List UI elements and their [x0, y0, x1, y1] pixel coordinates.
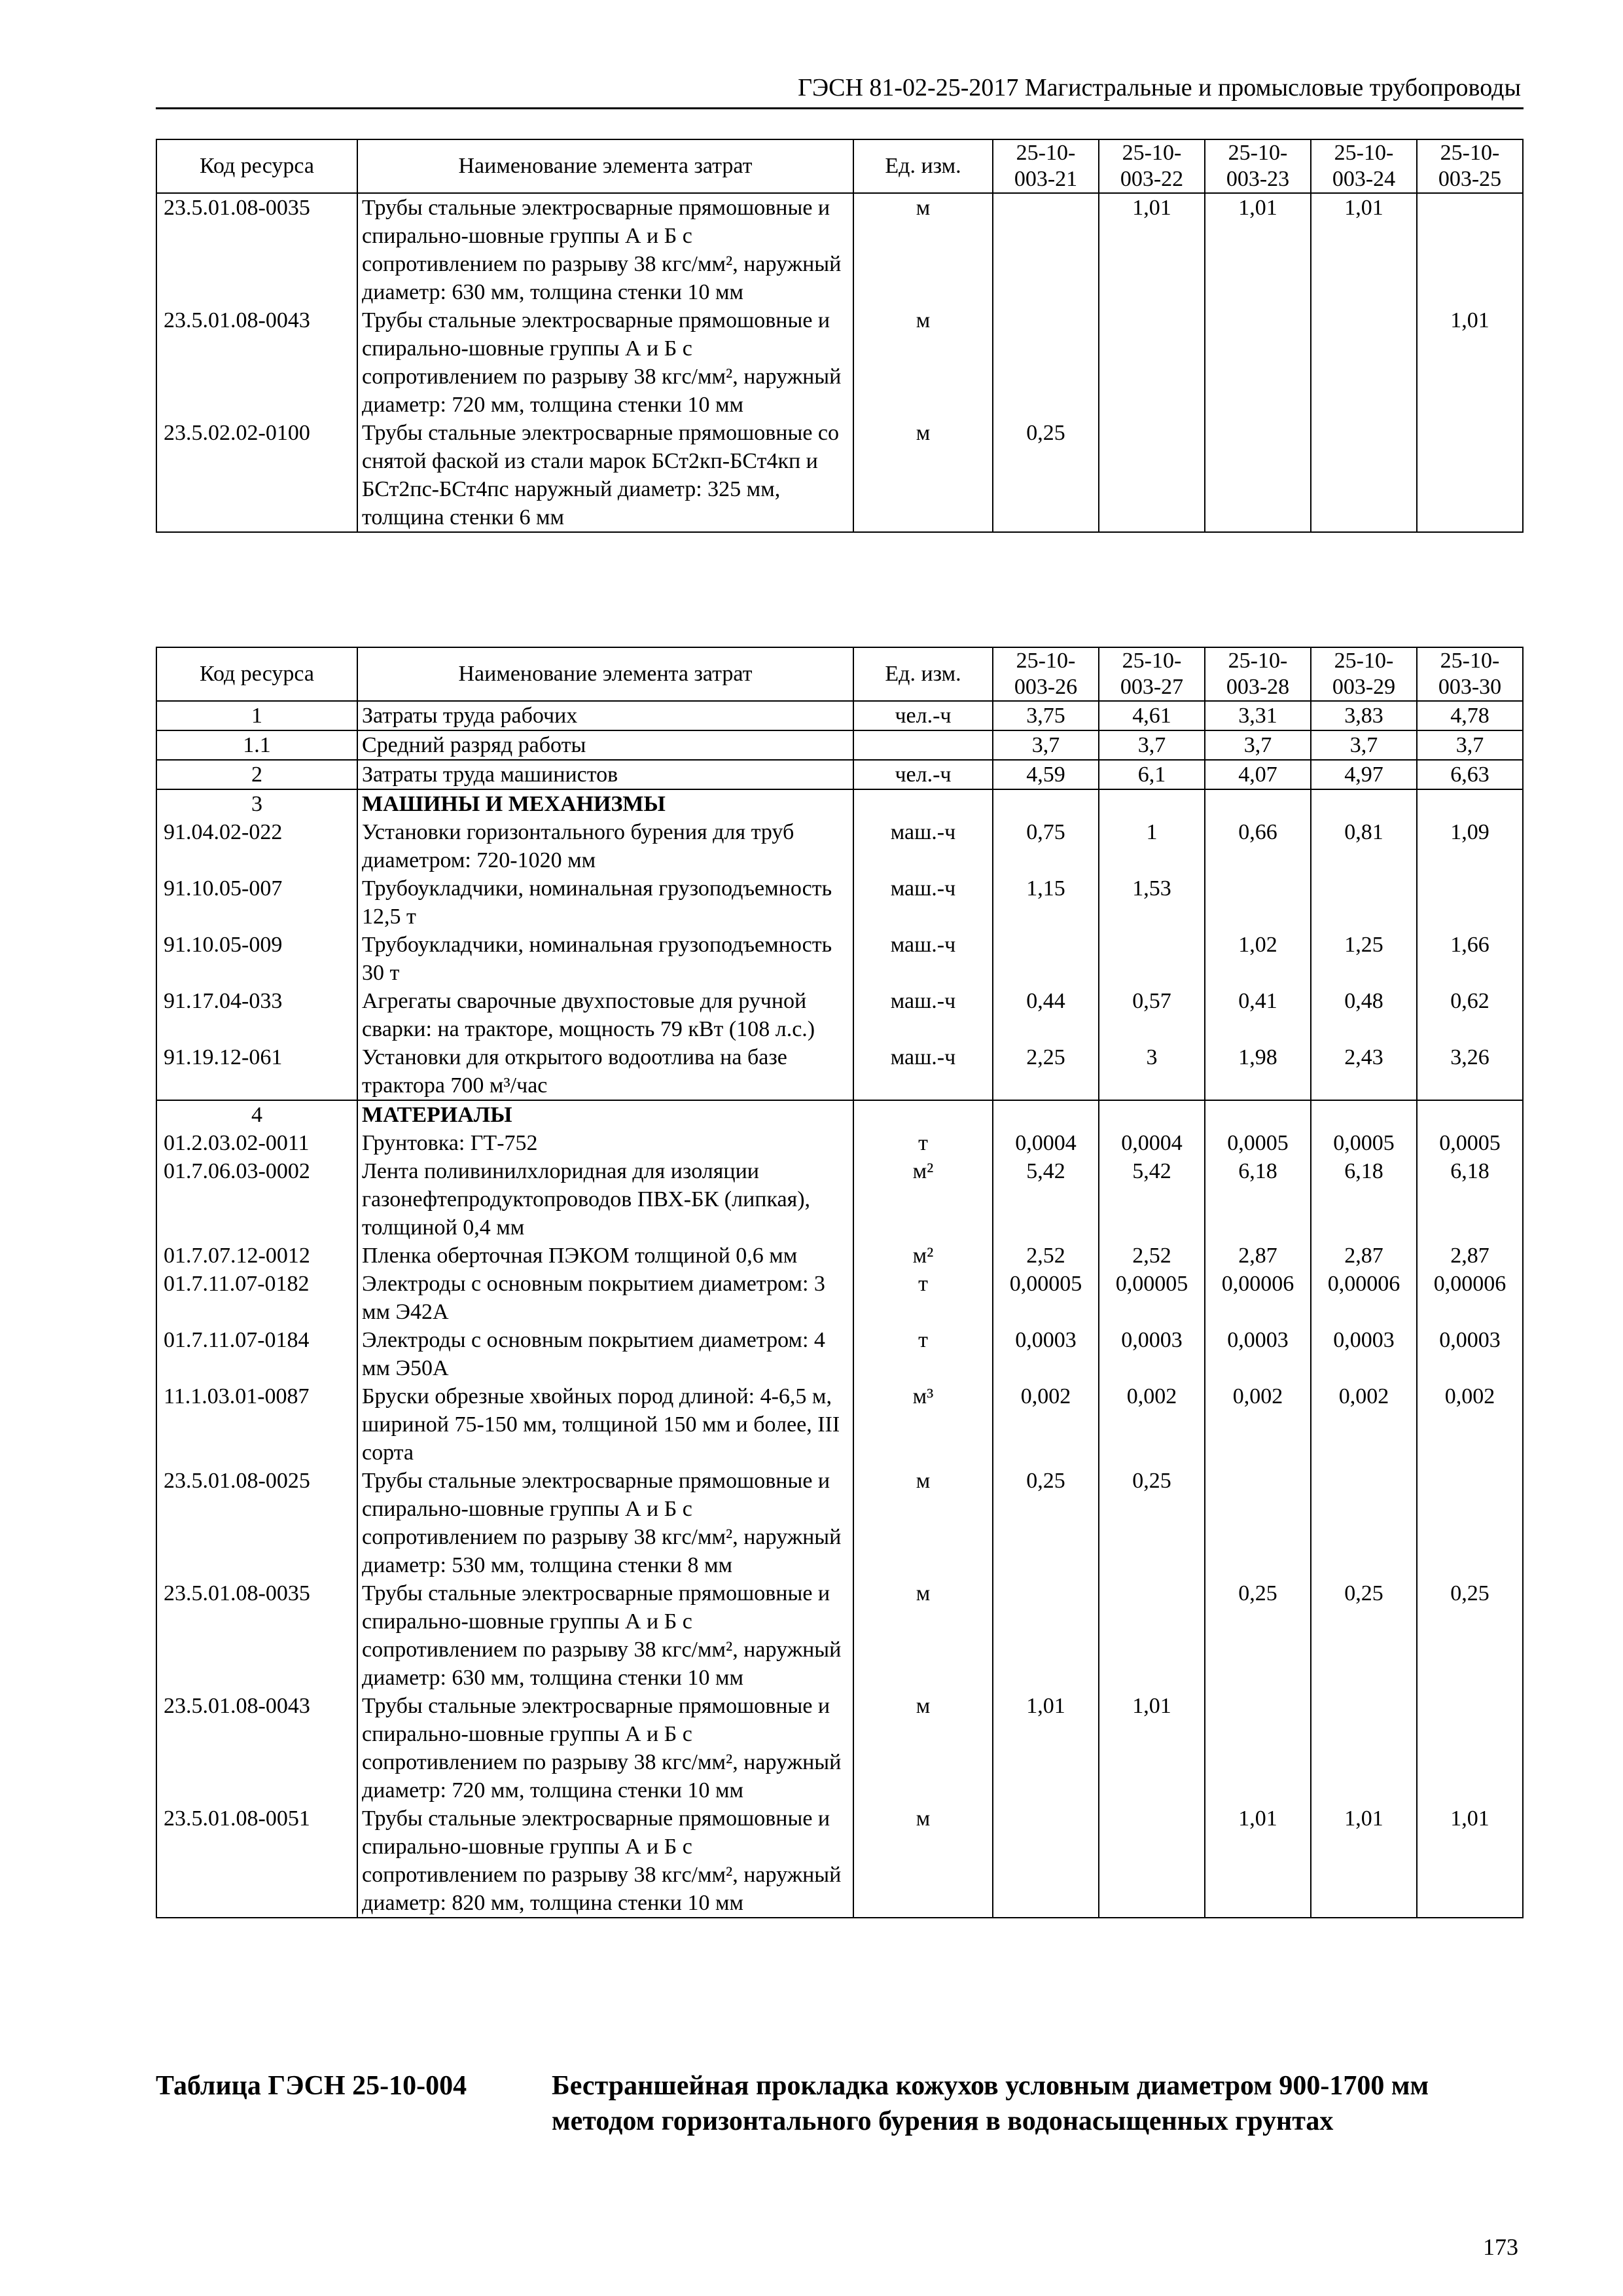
- norm-value: 0,0004: [1099, 1129, 1205, 1157]
- resource-code: 01.7.11.07-0182: [156, 1270, 357, 1326]
- norm-value: [993, 931, 1099, 987]
- norm-value: 1,53: [1099, 874, 1205, 931]
- norm-value: 3,75: [993, 701, 1099, 730]
- resource-code: 23.5.01.08-0043: [156, 306, 357, 419]
- resource-name: Трубы стальные электросварные прямошовные и спирально-шовные группы А и Б с сопротивлением по разрыву 38 кгс/мм², наружный диаметр: 530 мм, толщина стенки 8 мм: [357, 1467, 853, 1579]
- norm-value: 0,002: [1099, 1382, 1205, 1467]
- col-header-norm: 25-10- 003-29: [1311, 647, 1417, 701]
- unit: м²: [853, 1242, 993, 1270]
- col-header-unit: Ед. изм.: [853, 647, 993, 701]
- norm-value: 0,57: [1099, 987, 1205, 1043]
- norm-value: 6,18: [1311, 1157, 1417, 1242]
- norm-value: [993, 306, 1099, 419]
- norm-value: 1,01: [1417, 306, 1523, 419]
- norm-value: 1,09: [1417, 818, 1523, 874]
- norm-value: 0,66: [1205, 818, 1311, 874]
- norm-value: 0,0004: [993, 1129, 1099, 1157]
- norm-value: 1,01: [1205, 193, 1311, 306]
- header-title: ГЭСН 81-02-25-2017 Магистральные и промысловые трубопроводы: [798, 74, 1521, 101]
- resource-code: 91.10.05-007: [156, 874, 357, 931]
- norm-value: 1,01: [1417, 1804, 1523, 1918]
- resource-name: Затраты труда рабочих: [357, 701, 853, 730]
- norm-value: 3,7: [1417, 730, 1523, 760]
- resource-name: Электроды с основным покрытием диаметром: 4 мм Э50А: [357, 1326, 853, 1382]
- norm-value: 3,83: [1311, 701, 1417, 730]
- norm-value: 0,0003: [1417, 1326, 1523, 1382]
- norm-value: [1099, 419, 1205, 532]
- col-header-norm: 25-10- 003-24: [1311, 139, 1417, 193]
- norm-value: 6,63: [1417, 760, 1523, 789]
- norm-value: [1311, 789, 1417, 818]
- norm-value: 2,43: [1311, 1043, 1417, 1100]
- norm-value: 0,002: [993, 1382, 1099, 1467]
- resource-code: 4: [156, 1100, 357, 1129]
- norm-value: 3,7: [1205, 730, 1311, 760]
- norm-value: 1,01: [1099, 1692, 1205, 1804]
- norm-value: 0,0005: [1311, 1129, 1417, 1157]
- norm-value: [1311, 1692, 1417, 1804]
- norm-value: 1,01: [1099, 193, 1205, 306]
- norm-value: [1311, 874, 1417, 931]
- col-header-name: Наименование элемента затрат: [357, 139, 853, 193]
- resource-table-1: [156, 139, 1524, 533]
- norm-value: 1,01: [993, 1692, 1099, 1804]
- unit: м: [853, 193, 993, 306]
- table-row: [156, 789, 1523, 818]
- norm-value: 4,07: [1205, 760, 1311, 789]
- unit: [853, 789, 993, 818]
- unit: м: [853, 1579, 993, 1692]
- norm-value: 2,52: [993, 1242, 1099, 1270]
- table-row: [156, 1579, 1523, 1692]
- norm-value: [1205, 1692, 1311, 1804]
- norm-value: [993, 193, 1099, 306]
- norm-value: 0,0003: [1311, 1326, 1417, 1382]
- norm-value: 0,25: [1311, 1579, 1417, 1692]
- norm-value: [1205, 789, 1311, 818]
- unit: м³: [853, 1382, 993, 1467]
- resource-code: 91.19.12-061: [156, 1043, 357, 1100]
- unit: маш.-ч: [853, 987, 993, 1043]
- resource-code: 23.5.01.08-0051: [156, 1804, 357, 1918]
- col-header-norm: 25-10- 003-25: [1417, 139, 1523, 193]
- norm-value: 3,7: [993, 730, 1099, 760]
- norm-value: 3: [1099, 1043, 1205, 1100]
- norm-value: 1,25: [1311, 931, 1417, 987]
- resource-code: 11.1.03.01-0087: [156, 1382, 357, 1467]
- col-header-unit: Ед. изм.: [853, 139, 993, 193]
- norm-value: [1099, 306, 1205, 419]
- norm-value: 0,41: [1205, 987, 1311, 1043]
- unit: т: [853, 1129, 993, 1157]
- norm-value: [993, 789, 1099, 818]
- unit: [853, 1100, 993, 1129]
- unit: м²: [853, 1157, 993, 1242]
- resource-name: Трубы стальные электросварные прямошовные со снятой фаской из стали марок БСт2кп-БСт4кп и БСт2пс-БСт4пс наружный диаметр: 325 мм, толщина стенки 6 мм: [357, 419, 853, 532]
- norm-value: 3,26: [1417, 1043, 1523, 1100]
- unit: м: [853, 419, 993, 532]
- table-row: [156, 874, 1523, 931]
- col-header-norm: 25-10- 003-21: [993, 139, 1099, 193]
- table-row: [156, 760, 1523, 789]
- norm-value: [1417, 1467, 1523, 1579]
- table-row: [156, 1382, 1523, 1467]
- resource-code: 1.1: [156, 730, 357, 760]
- norm-value: 0,002: [1311, 1382, 1417, 1467]
- table-row: [156, 818, 1523, 874]
- unit: маш.-ч: [853, 1043, 993, 1100]
- unit: м: [853, 1467, 993, 1579]
- table-row: [156, 1804, 1523, 1918]
- norm-value: [1311, 1100, 1417, 1129]
- resource-code: 01.7.07.12-0012: [156, 1242, 357, 1270]
- unit: маш.-ч: [853, 874, 993, 931]
- norm-value: 0,62: [1417, 987, 1523, 1043]
- resource-name: Агрегаты сварочные двухпостовые для ручной сварки: на тракторе, мощность 79 кВт (108 л.с.): [357, 987, 853, 1043]
- table-row: [156, 419, 1523, 532]
- table-row: [156, 1129, 1523, 1157]
- norm-value: 2,52: [1099, 1242, 1205, 1270]
- norm-value: 1,98: [1205, 1043, 1311, 1100]
- norm-value: 1,66: [1417, 931, 1523, 987]
- norm-value: 3,7: [1311, 730, 1417, 760]
- norm-value: 0,0003: [993, 1326, 1099, 1382]
- resource-code: 01.7.06.03-0002: [156, 1157, 357, 1242]
- col-header-norm: 25-10- 003-27: [1099, 647, 1205, 701]
- norm-value: [1205, 306, 1311, 419]
- unit: чел.-ч: [853, 760, 993, 789]
- norm-value: 1,01: [1205, 1804, 1311, 1918]
- table-row: [156, 1157, 1523, 1242]
- norm-value: 0,0005: [1205, 1129, 1311, 1157]
- table-1-body: [156, 193, 1523, 532]
- norm-value: 0,25: [1205, 1579, 1311, 1692]
- norm-value: 1,01: [1311, 193, 1417, 306]
- resource-name: Трубоукладчики, номинальная грузоподъемность 30 т: [357, 931, 853, 987]
- section-heading: [357, 1100, 853, 1129]
- col-header-norm: 25-10- 003-28: [1205, 647, 1311, 701]
- table-row: [156, 1242, 1523, 1270]
- norm-value: 0,00005: [1099, 1270, 1205, 1326]
- col-header-norm: 25-10- 003-23: [1205, 139, 1311, 193]
- unit: м: [853, 306, 993, 419]
- norm-value: [1099, 1579, 1205, 1692]
- norm-value: [1417, 1100, 1523, 1129]
- norm-value: 0,25: [993, 1467, 1099, 1579]
- norm-value: 2,25: [993, 1043, 1099, 1100]
- norm-value: 0,44: [993, 987, 1099, 1043]
- resource-name: Трубы стальные электросварные прямошовные и спирально-шовные группы А и Б с сопротивлением по разрыву 38 кгс/мм², наружный диаметр: 630 мм, толщина стенки 10 мм: [357, 193, 853, 306]
- norm-value: [1417, 789, 1523, 818]
- resource-name: Трубы стальные электросварные прямошовные и спирально-шовные группы А и Б с сопротивлением по разрыву 38 кгс/мм², наружный диаметр: 820 мм, толщина стенки 10 мм: [357, 1804, 853, 1918]
- norm-value: [1205, 1100, 1311, 1129]
- resource-code: 2: [156, 760, 357, 789]
- norm-value: [1099, 1100, 1205, 1129]
- resource-name: Бруски обрезные хвойных пород длиной: 4-6,5 м, шириной 75-150 мм, толщиной 150 мм и более, III сорта: [357, 1382, 853, 1467]
- norm-value: 0,0003: [1205, 1326, 1311, 1382]
- resource-code: 91.17.04-033: [156, 987, 357, 1043]
- table-row: [156, 987, 1523, 1043]
- unit: т: [853, 1326, 993, 1382]
- col-header-norm: 25-10- 003-22: [1099, 139, 1205, 193]
- resource-name: Установки горизонтального бурения для труб диаметром: 720-1020 мм: [357, 818, 853, 874]
- norm-value: 0,0003: [1099, 1326, 1205, 1382]
- resource-name: Грунтовка: ГТ-752: [357, 1129, 853, 1157]
- table-row: [156, 701, 1523, 730]
- table-row: [156, 1692, 1523, 1804]
- norm-value: 3,31: [1205, 701, 1311, 730]
- table-row: [156, 1326, 1523, 1382]
- norm-value: 1,02: [1205, 931, 1311, 987]
- norm-value: 0,25: [1099, 1467, 1205, 1579]
- norm-value: [1205, 1467, 1311, 1579]
- norm-value: 4,78: [1417, 701, 1523, 730]
- unit: чел.-ч: [853, 701, 993, 730]
- resource-name: Установки для открытого водоотлива на базе трактора 700 м³/час: [357, 1043, 853, 1100]
- norm-value: [1099, 789, 1205, 818]
- resource-code: 01.7.11.07-0184: [156, 1326, 357, 1382]
- norm-value: [1205, 419, 1311, 532]
- resource-code: 23.5.01.08-0035: [156, 1579, 357, 1692]
- norm-value: 5,42: [993, 1157, 1099, 1242]
- col-header-norm: 25-10- 003-30: [1417, 647, 1523, 701]
- norm-value: 1,15: [993, 874, 1099, 931]
- norm-value: 1: [1099, 818, 1205, 874]
- resource-name: Трубы стальные электросварные прямошовные и спирально-шовные группы А и Б с сопротивлением по разрыву 38 кгс/мм², наружный диаметр: 720 мм, толщина стенки 10 мм: [357, 306, 853, 419]
- norm-value: 6,1: [1099, 760, 1205, 789]
- unit: м: [853, 1692, 993, 1804]
- norm-value: [1311, 1467, 1417, 1579]
- norm-value: [1417, 1692, 1523, 1804]
- norm-value: 0,00006: [1311, 1270, 1417, 1326]
- norm-value: [1205, 874, 1311, 931]
- norm-value: [1417, 419, 1523, 532]
- resource-code: 1: [156, 701, 357, 730]
- norm-value: 6,18: [1205, 1157, 1311, 1242]
- norm-value: [993, 1804, 1099, 1918]
- norm-value: 0,25: [993, 419, 1099, 532]
- unit: т: [853, 1270, 993, 1326]
- norm-value: 0,00006: [1417, 1270, 1523, 1326]
- norm-value: 0,002: [1417, 1382, 1523, 1467]
- unit: маш.-ч: [853, 818, 993, 874]
- page-number: 173: [1483, 2234, 1518, 2260]
- resource-code: 23.5.01.08-0025: [156, 1467, 357, 1579]
- table-row: [156, 1043, 1523, 1100]
- norm-value: [993, 1579, 1099, 1692]
- norm-value: [993, 1100, 1099, 1129]
- norm-value: 0,002: [1205, 1382, 1311, 1467]
- caption-text: Бестраншейная прокладка кожухов условным диаметром 900-1700 мм методом горизонтального бурения в водонасыщенных грунтах: [552, 2071, 1429, 2136]
- col-header-code: Код ресурса: [156, 647, 357, 701]
- norm-value: [1099, 931, 1205, 987]
- resource-code: 23.5.01.08-0035: [156, 193, 357, 306]
- norm-value: 0,75: [993, 818, 1099, 874]
- table-row: [156, 931, 1523, 987]
- resource-name: Средний разряд работы: [357, 730, 853, 760]
- resource-code: 3: [156, 789, 357, 818]
- norm-value: 0,0005: [1417, 1129, 1523, 1157]
- unit: [853, 730, 993, 760]
- table-2-body: [156, 701, 1523, 1918]
- resource-name: Трубы стальные электросварные прямошовные и спирально-шовные группы А и Б с сопротивлением по разрыву 38 кгс/мм², наружный диаметр: 630 мм, толщина стенки 10 мм: [357, 1579, 853, 1692]
- table-row: [156, 1100, 1523, 1129]
- norm-value: [1099, 1804, 1205, 1918]
- table-row: [156, 1467, 1523, 1579]
- section-title: МАТЕРИАЛЫ: [362, 1103, 512, 1127]
- norm-value: 0,25: [1417, 1579, 1523, 1692]
- col-header-name: Наименование элемента затрат: [357, 647, 853, 701]
- norm-value: 2,87: [1205, 1242, 1311, 1270]
- norm-value: [1311, 306, 1417, 419]
- table-row: [156, 193, 1523, 306]
- table-row: [156, 1270, 1523, 1326]
- norm-value: 0,00005: [993, 1270, 1099, 1326]
- resource-table-2: [156, 647, 1524, 1918]
- norm-value: 0,81: [1311, 818, 1417, 874]
- table-row: [156, 730, 1523, 760]
- norm-value: 4,61: [1099, 701, 1205, 730]
- col-header-code: Код ресурса: [156, 139, 357, 193]
- norm-value: 5,42: [1099, 1157, 1205, 1242]
- resource-code: 23.5.01.08-0043: [156, 1692, 357, 1804]
- resource-code: 01.2.03.02-0011: [156, 1129, 357, 1157]
- page-header: [156, 68, 1524, 109]
- unit: маш.-ч: [853, 931, 993, 987]
- col-header-norm: 25-10- 003-26: [993, 647, 1099, 701]
- norm-value: [1417, 193, 1523, 306]
- resource-name: Затраты труда машинистов: [357, 760, 853, 789]
- norm-value: 1,01: [1311, 1804, 1417, 1918]
- norm-value: 2,87: [1417, 1242, 1523, 1270]
- unit: м: [853, 1804, 993, 1918]
- resource-name: Трубоукладчики, номинальная грузоподъемность 12,5 т: [357, 874, 853, 931]
- norm-value: 0,48: [1311, 987, 1417, 1043]
- resource-name: Лента поливинилхлоридная для изоляции газонефтепродуктопроводов ПВХ-БК (липкая), толщиной 0,4 мм: [357, 1157, 853, 1242]
- resource-code: 91.10.05-009: [156, 931, 357, 987]
- section-title: МАШИНЫ И МЕХАНИЗМЫ: [362, 792, 666, 816]
- resource-code: 23.5.02.02-0100: [156, 419, 357, 532]
- resource-name: Электроды с основным покрытием диаметром: 3 мм Э42А: [357, 1270, 853, 1326]
- caption-label: Таблица ГЭСН 25-10-004: [156, 2071, 467, 2101]
- norm-value: 2,87: [1311, 1242, 1417, 1270]
- section-heading: [357, 789, 853, 818]
- norm-value: [1417, 874, 1523, 931]
- norm-value: 0,00006: [1205, 1270, 1311, 1326]
- norm-value: [1311, 419, 1417, 532]
- resource-code: 91.04.02-022: [156, 818, 357, 874]
- norm-value: 3,7: [1099, 730, 1205, 760]
- resource-name: Трубы стальные электросварные прямошовные и спирально-шовные группы А и Б с сопротивлением по разрыву 38 кгс/мм², наружный диаметр: 720 мм, толщина стенки 10 мм: [357, 1692, 853, 1804]
- norm-value: 6,18: [1417, 1157, 1523, 1242]
- norm-value: 4,97: [1311, 760, 1417, 789]
- norm-value: 4,59: [993, 760, 1099, 789]
- resource-name: Пленка оберточная ПЭКОМ толщиной 0,6 мм: [357, 1242, 853, 1270]
- table-row: [156, 306, 1523, 419]
